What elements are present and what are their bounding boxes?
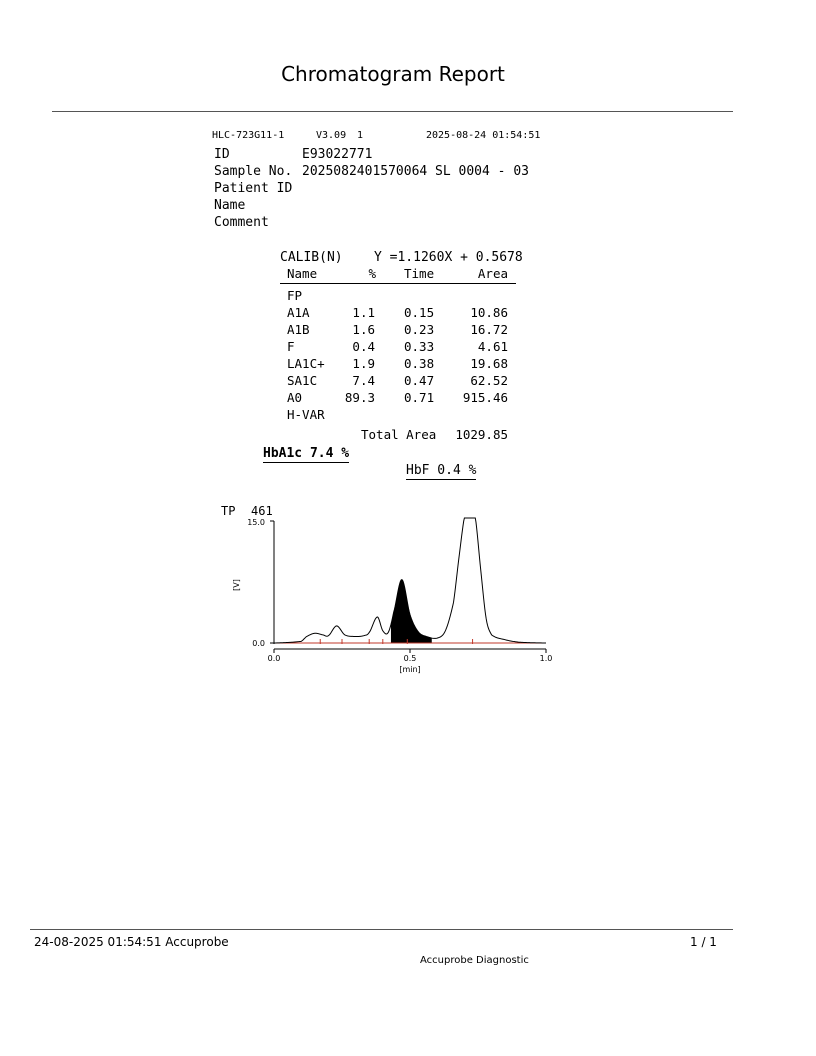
peak-name: SA1C	[287, 373, 318, 388]
total-area-value: 1029.85	[455, 427, 508, 442]
x-tick-label: 1.0	[539, 654, 553, 663]
peak-area: 16.72	[470, 322, 508, 337]
tp-value: 461	[251, 504, 273, 518]
tp-label: TP	[221, 504, 236, 518]
peak-area: 62.52	[470, 373, 508, 388]
peak-name: FP	[287, 288, 303, 303]
peak-percent: 7.4	[352, 373, 375, 388]
footer-print-info: 24-08-2025 01:54:51 Accuprobe	[34, 935, 229, 949]
y-axis-label: [V]	[232, 579, 241, 591]
table-row	[280, 322, 516, 339]
peak-name: A0	[287, 390, 303, 405]
info-label: Sample No.	[214, 164, 293, 179]
info-label: Name	[214, 198, 246, 213]
chromatogram-chart	[210, 500, 570, 680]
report-title: Chromatogram Report	[281, 62, 505, 86]
table-row	[280, 305, 516, 322]
info-value: E93022771	[302, 147, 373, 162]
total-area-row	[280, 427, 516, 444]
table-row	[280, 356, 516, 373]
y-tick-label: 0.0	[252, 639, 265, 648]
peak-time: 0.23	[404, 322, 435, 337]
column-header: Time	[404, 266, 435, 281]
header-number: 1	[357, 130, 364, 141]
footer-company: Accuprobe Diagnostic	[420, 955, 529, 966]
software-version: V3.09	[316, 130, 347, 141]
peak-percent: 0.4	[352, 339, 375, 354]
peak-time: 0.47	[404, 373, 435, 388]
peak-percent: 89.3	[344, 390, 375, 405]
calibration-equation: Y =1.1260X + 0.5678	[374, 250, 523, 265]
table-row	[280, 373, 516, 390]
peak-area: 10.86	[470, 305, 508, 320]
x-tick-label: 0.0	[267, 654, 281, 663]
table-row	[280, 390, 516, 407]
peak-time: 0.15	[404, 305, 435, 320]
column-header: Area	[477, 266, 508, 281]
total-area-label: Total Area	[361, 427, 437, 442]
peak-percent: 1.9	[352, 356, 375, 371]
peak-percent: 1.1	[352, 305, 375, 320]
instrument-model: HLC-723G11-1	[212, 130, 285, 141]
peak-time: 0.71	[404, 390, 435, 405]
peak-name: H-VAR	[287, 407, 325, 422]
column-header: Name	[287, 266, 318, 281]
table-row	[280, 288, 516, 305]
peak-area: 4.61	[477, 339, 508, 354]
info-label: Comment	[214, 215, 269, 230]
info-label: ID	[214, 147, 230, 162]
hbf-result: HbF 0.4 %	[406, 463, 477, 478]
peak-name: A1A	[287, 305, 310, 320]
page-number: 1 / 1	[690, 935, 717, 949]
table-header	[280, 266, 516, 284]
peak-area: 19.68	[470, 356, 508, 371]
peak-name: A1B	[287, 322, 310, 337]
info-value: 2025082401570064 SL 0004 - 03	[302, 164, 529, 179]
info-label: Patient ID	[214, 181, 293, 196]
column-header: %	[368, 266, 376, 281]
peak-name: LA1C+	[287, 356, 325, 371]
peak-time: 0.33	[404, 339, 435, 354]
top-divider	[52, 111, 733, 112]
table-row	[280, 407, 516, 424]
sa1c-peak-fill	[391, 580, 432, 643]
x-tick-label: 0.5	[403, 654, 417, 663]
table-row	[280, 339, 516, 356]
peak-percent: 1.6	[352, 322, 375, 337]
hba1c-result: HbA1c 7.4 %	[263, 446, 350, 461]
calibration-line	[280, 250, 523, 265]
peak-name: F	[287, 339, 295, 354]
x-axis-label: [min]	[399, 665, 421, 674]
y-tick-label: 15.0	[247, 518, 265, 527]
report-datetime: 2025-08-24 01:54:51	[426, 130, 541, 141]
calibration-label: CALIB(N)	[280, 250, 343, 265]
footer-divider	[30, 929, 733, 930]
peak-time: 0.38	[404, 356, 435, 371]
peak-area: 915.46	[462, 390, 508, 405]
